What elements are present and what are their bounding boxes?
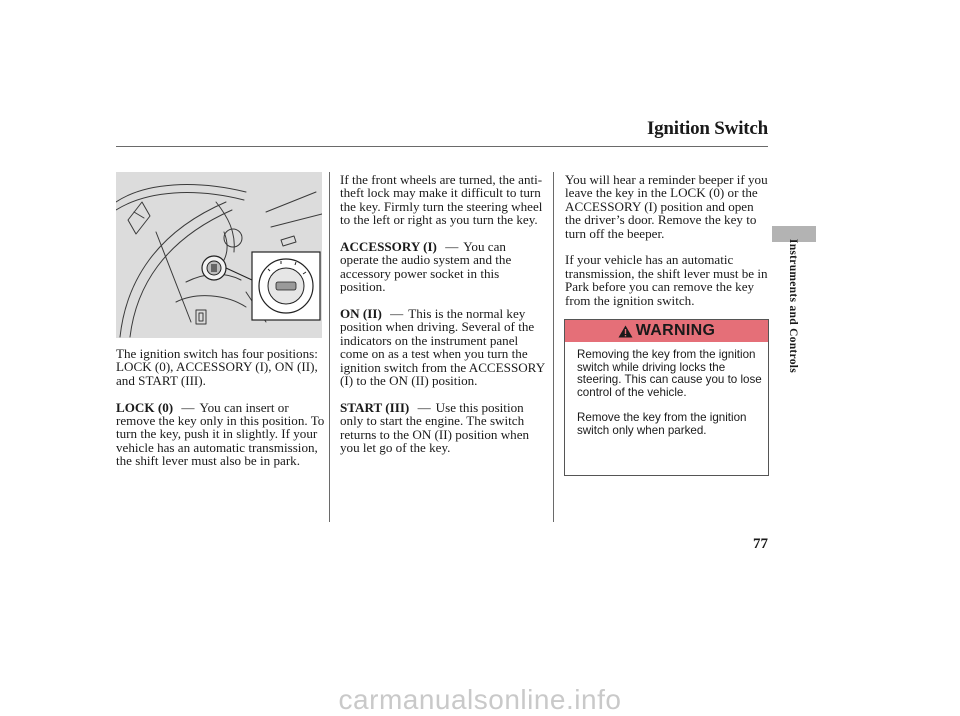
- accessory-label: ACCESSORY (I): [340, 239, 437, 255]
- accessory-paragraph: [340, 240, 546, 294]
- on-text: This is the normal key position when driving. Several of the indicators on the instrument panel come on as a test when you turn the ignition switch from the ACCESSORY (I) to the ON (II) position.: [340, 306, 545, 389]
- lock-text: You can insert or remove the key only in this position. To turn the key, push it in slightly. If your vehicle has an automatic transmission, the shift lever must also be in park.: [116, 399, 325, 469]
- header-rule: [116, 146, 768, 147]
- on-dash: —: [390, 306, 404, 322]
- warning-text-1: Removing the key from the ignition switch while driving locks the steering. This can cause you to lose control of the vehicle.: [577, 348, 762, 399]
- column-divider-1: [329, 172, 330, 522]
- wheels-paragraph: If the front wheels are turned, the anti-theft lock may make it difficult to turn the key. Firmly turn the steering wheel to the left or right as you turn the key.: [340, 172, 543, 228]
- warning-triangle-icon: [618, 325, 633, 338]
- column-1: [116, 347, 326, 468]
- warning-label: WARNING: [635, 322, 716, 339]
- lock-label: LOCK (0): [116, 399, 174, 415]
- warning-box: [564, 319, 769, 476]
- column-2: [340, 173, 546, 454]
- column-divider-2: [553, 172, 554, 522]
- beeper-paragraph: You will hear a reminder beeper if you leave the key in the LOCK (0) or the ACCESSORY (I) position and open the driver’s door. Remove the key to turn off the beeper.: [565, 172, 768, 241]
- park-paragraph: If your vehicle has an automatic transmission, the shift lever must be in Park before you can remove the key from the ignition switch.: [565, 252, 768, 308]
- page-title: Ignition Switch: [646, 118, 768, 139]
- accessory-text: You can operate the audio system and the accessory power socket in this position.: [340, 239, 512, 295]
- section-label: Instruments and Controls: [787, 238, 799, 374]
- watermark: carmanualsonline.info: [338, 684, 622, 715]
- lock-dash: —: [181, 399, 195, 415]
- on-paragraph: [340, 307, 546, 387]
- start-label: START (III): [340, 399, 410, 415]
- start-paragraph: [340, 401, 546, 455]
- start-text: Use this position only to start the engine. The switch returns to the ON (II) position when you let go of the key.: [340, 399, 530, 456]
- page-number: 77: [753, 536, 768, 552]
- on-label: ON (II): [340, 306, 382, 322]
- lock-paragraph: [116, 401, 326, 468]
- steering-ignition-drawing: [116, 172, 322, 338]
- warning-text-2: Remove the key from the ignition switch only when parked.: [577, 410, 747, 437]
- ignition-illustration: [116, 172, 322, 338]
- warning-header: [565, 320, 768, 342]
- warning-body: [577, 349, 763, 450]
- accessory-dash: —: [445, 239, 459, 255]
- intro-paragraph: The ignition switch has four positions: LOCK (0), ACCESSORY (I), ON (II), and START (III).: [116, 346, 318, 388]
- column-3: [565, 173, 769, 307]
- start-dash: —: [417, 399, 431, 415]
